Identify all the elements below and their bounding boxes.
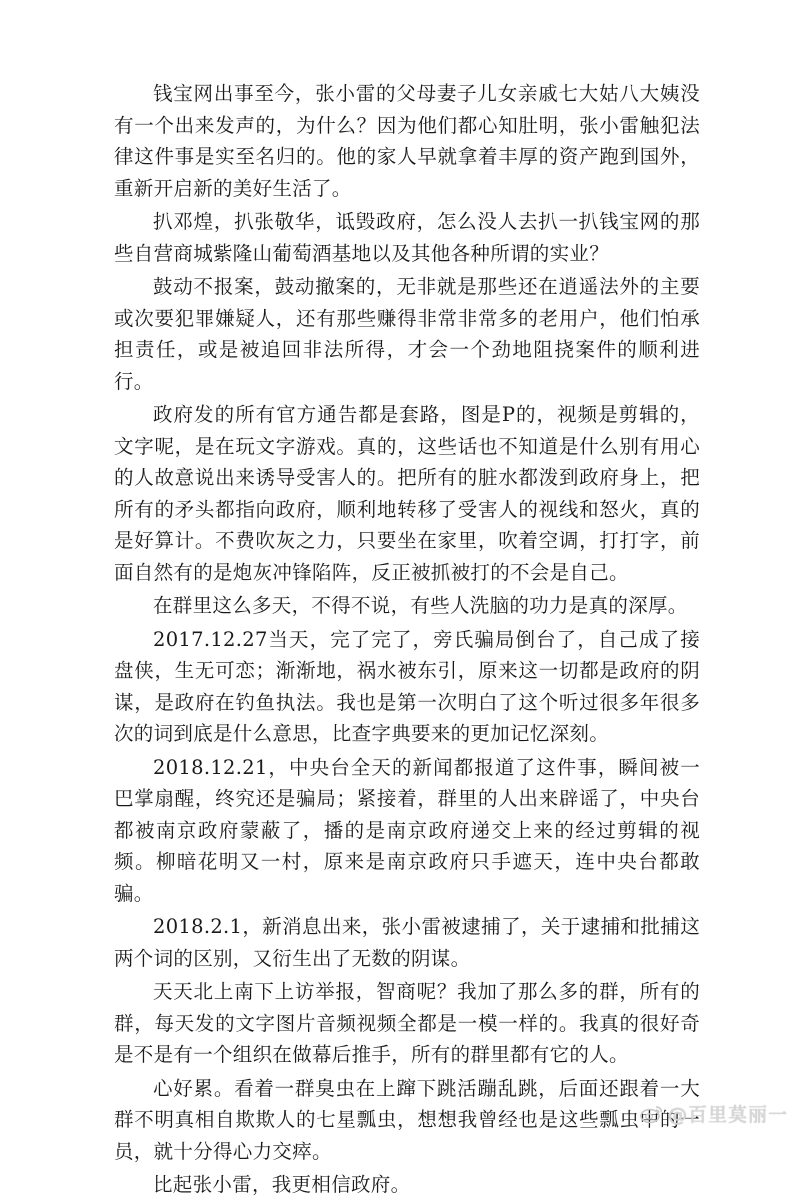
paragraph-9: 天天北上南下上访举报，智商呢？我加了那么多的群，所有的群，每天发的文字图片音频视频全都是一模一样的。我真的很好奇是不是有一个组织在做幕后推手，所有的群里都有它的人。 xyxy=(114,980,700,1066)
paragraph-8: 2018.2.1，新消息出来，张小雷被逮捕了，关于逮捕和批捕这两个词的区别，又衍生出了无数的阴谋。 xyxy=(114,915,700,970)
document-body xyxy=(114,78,700,1203)
weibo-logo-icon xyxy=(640,1104,664,1124)
paragraph-1: 钱宝网出事至今，张小雷的父母妻子儿女亲戚七大姑八大姨没有一个出来发声的，为什么？因为他们都心知肚明，张小雷触犯法律这件事是实至名归的。他的家人早就拿着丰厚的资产跑到国外，重新开启新的美好生活了。 xyxy=(114,82,700,200)
paragraph-3: 鼓动不报案，鼓动撤案的，无非就是那些还在逍遥法外的主要或次要犯罪嫌疑人，还有那些赚得非常非常多的老用户，他们怕承担责任，或是被追回非法所得，才会一个劲地阻挠案件的顺利进行。 xyxy=(114,275,700,393)
watermark-text: @百里莫丽一 xyxy=(667,1104,788,1126)
paragraph-2: 扒邓煌，扒张敬华，诋毁政府，怎么没人去扒一扒钱宝网的那些自营商城紫隆山葡萄酒基地以及其他各种所谓的实业？ xyxy=(114,210,700,265)
paragraph-7: 2018.12.21，中央台全天的新闻都报道了这件事，瞬间被一巴掌扇醒，终究还是骗局；紧接着，群里的人出来辟谣了，中央台都被南京政府蒙蔽了，播的是南京政府递交上来的经过剪辑的视频。柳暗花明又一村，原来是南京政府只手遮天，连中央台都敢骗。 xyxy=(114,755,700,905)
paragraph-4: 政府发的所有官方通告都是套路，图是P的，视频是剪辑的，文字呢，是在玩文字游戏。真的，这些话也不知道是什么别有用心的人故意说出来诱导受害人的。把所有的脏水都泼到政府身上，把所有的矛头都指向政府，顺利地转移了受害人的视线和怒火，真的是好算计。不费吹灰之力，只要坐在家里，吹着空调，打打字，前面自然有的是炮灰冲锋陷阵，反正被抓被打的不会是自己。 xyxy=(114,403,700,584)
watermark xyxy=(640,1100,788,1127)
paragraph-11: 比起张小雷，我更相信政府。 xyxy=(153,1173,411,1196)
paragraph-10: 心好累。看着一群臭虫在上蹿下跳活蹦乱跳，后面还跟着一大群不明真相自欺欺人的七星瓢虫，想想我曾经也是这些瓢虫中的一员，就十分得心力交瘁。 xyxy=(114,1076,700,1163)
paragraph-6: 2017.12.27当天，完了完了，旁氏骗局倒台了，自己成了接盘侠，生无可恋；渐渐地，祸水被东引，原来这一切都是政府的阴谋，是政府在钓鱼执法。我也是第一次明白了这个听过很多年很多次的词到底是什么意思，比查字典要来的更加记忆深刻。 xyxy=(114,627,700,745)
paragraph-5: 在群里这么多天，不得不说，有些人洗脑的功力是真的深厚。 xyxy=(153,594,688,617)
